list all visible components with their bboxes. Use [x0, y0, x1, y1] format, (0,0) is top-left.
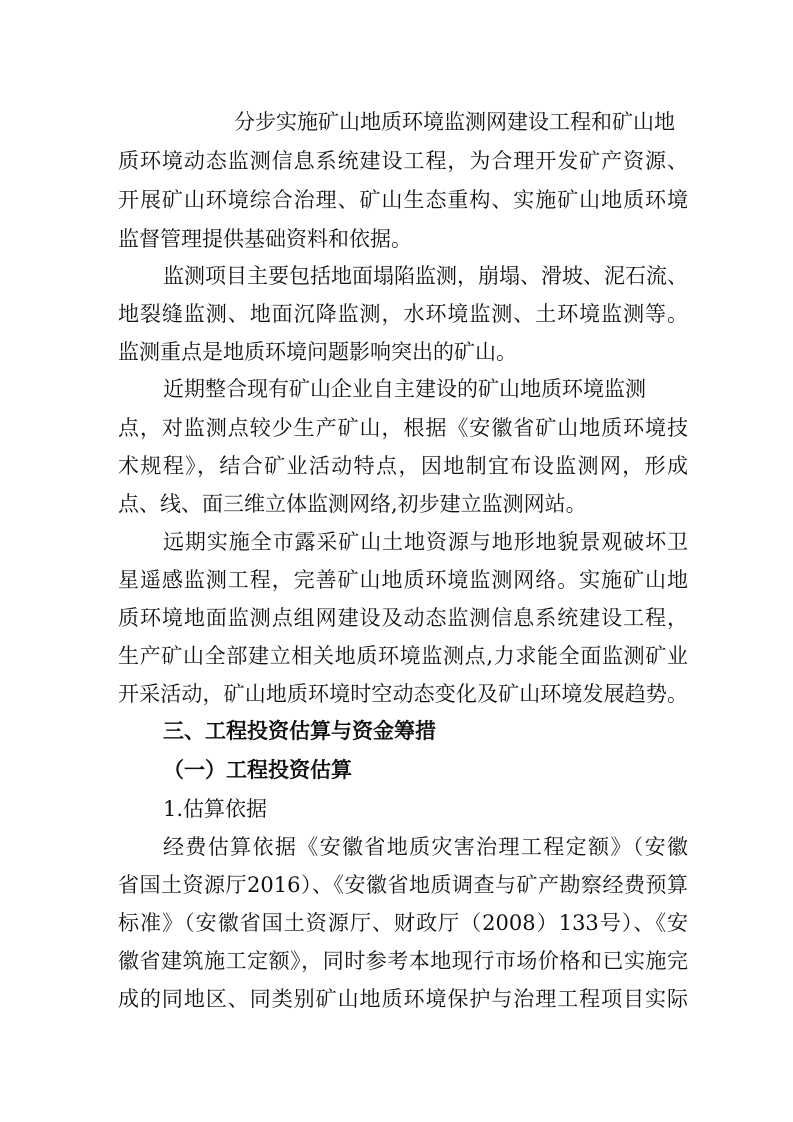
closing-paragraph-line-1: 经费估算依据《安徽省地质灾害治理工程定额》（安徽: [163, 835, 688, 859]
paragraph-2-line-3: 监测重点是地质环境问题影响突出的矿山。: [118, 340, 517, 364]
subsection-heading: （一）工程投资估算: [163, 757, 352, 782]
paragraph-4-line-5: 开采活动，矿山地质环境时空动态变化及矿山环境发展趋势。: [118, 682, 688, 706]
paragraph-1-line-3: 开展矿山环境综合治理、矿山生态重构、实施矿山地质环境: [118, 188, 688, 212]
paragraph-4-line-3: 质环境地面监测点组网建设及动态监测信息系统建设工程，: [118, 606, 688, 630]
closing-paragraph-line-5: 成的同地区、同类别矿山地质环境保护与治理工程项目实际: [118, 987, 688, 1011]
item-heading: 1.估算依据: [163, 797, 268, 821]
section-heading: 三、工程投资估算与资金筹措: [163, 719, 436, 743]
paragraph-2-line-1: 监测项目主要包括地面塌陷监测，崩塌、滑坡、泥石流、: [163, 264, 688, 288]
paragraph-4-line-2: 星遥感监测工程，完善矿山地质环境监测网络。实施矿山地: [118, 568, 688, 592]
closing-paragraph-line-2: 省国土资源厅2016）、《安徽省地质调查与矿产勘察经费预算: [118, 873, 688, 897]
paragraph-3-line-3: 术规程》，结合矿业活动特点，因地制宜布设监测网，形成: [118, 454, 688, 478]
paragraph-4-line-4: 生产矿山全部建立相关地质环境监测点,力求能全面监测矿业: [118, 644, 688, 668]
paragraph-3-line-4: 点、线、面三维立体监测网络,初步建立监测网站。: [118, 492, 587, 516]
paragraph-4-line-1: 远期实施全市露采矿山土地资源与地形地貌景观破坏卫: [163, 530, 688, 554]
paragraph-1-line-2: 质环境动态监测信息系统建设工程，为合理开发矿产资源、: [118, 149, 688, 173]
paragraph-3-line-2: 点，对监测点较少生产矿山，根据《安徽省矿山地质环境技: [118, 416, 688, 440]
closing-paragraph-line-4: 徽省建筑施工定额》，同时参考本地现行市场价格和已实施完: [118, 949, 688, 973]
paragraph-1-line-1: 分步实施矿山地质环境监测网建设工程和矿山地: [234, 110, 675, 134]
paragraph-2-line-2: 地裂缝监测、地面沉降监测，水环境监测、土环境监测等。: [118, 302, 688, 326]
paragraph-3-line-1: 近期整合现有矿山企业自主建设的矿山地质环境监测: [163, 377, 646, 401]
closing-paragraph-line-3: 标准》（安徽省国土资源厅、财政厅（2008）133号）、《安: [118, 911, 688, 935]
paragraph-1-line-4: 监督管理提供基础资料和依据。: [118, 227, 412, 251]
